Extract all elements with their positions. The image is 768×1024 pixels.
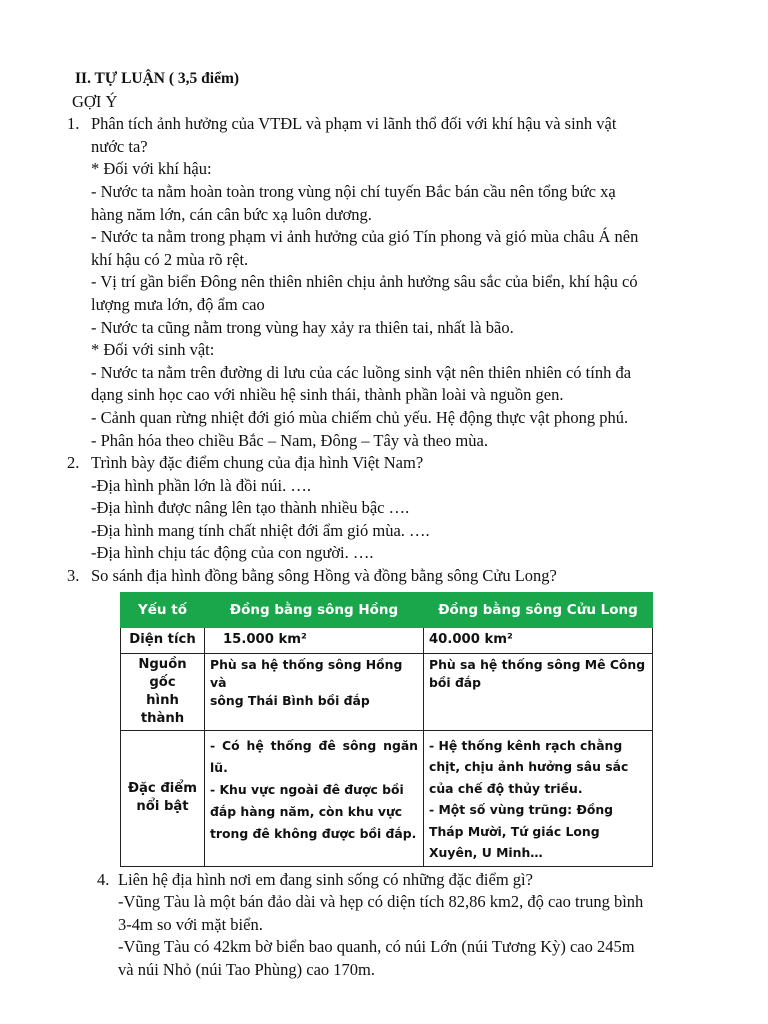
text-line: -Địa hình chịu tác động của con người. …. (91, 543, 374, 563)
header-red-river-delta: Đồng bằng sông Hồng (205, 592, 424, 627)
cell-text-line: chịt, chịu ảnh hưởng sâu sắc (429, 759, 629, 775)
question-number: 1. (67, 114, 80, 134)
section-heading: II. TỰ LUẬN ( 3,5 điểm) (75, 70, 240, 87)
table-row-features (121, 730, 653, 866)
text-line: lượng mưa lớn, độ ẩm cao (91, 294, 265, 314)
question-1 (0, 113, 768, 452)
hint-label: GỢI Ý (72, 91, 118, 111)
text-line: - Nước ta nằm trong phạm vi ảnh hưởng của gió Tín phong và gió mùa châu Á nên (91, 227, 639, 247)
origin-mekong: Phù sa hệ thống sông Mê Công bồi đắp (424, 653, 653, 730)
text-line: -Địa hình mang tính chất nhiệt đới ẩm gió mùa. …. (91, 520, 430, 540)
text-line: - Nước ta cũng nằm trong vùng hay xảy ra thiên tai, nhất là bão. (91, 317, 514, 337)
document-page (0, 68, 768, 982)
table-row-area (121, 627, 653, 653)
text-line: Phân tích ảnh hưởng của VTĐL và phạm vi lãnh thổ đối với khí hậu và sinh vật (91, 114, 617, 134)
text-line: - Vị trí gần biển Đông nên thiên nhiên chịu ảnh hưởng sâu sắc của biển, khí hậu có (91, 272, 638, 292)
text-line: nước ta? (91, 136, 148, 156)
cell-text-line: - Có hệ thống đê sông ngăn lũ. (210, 737, 418, 775)
factor-origin: Nguồn gốc hình thành (121, 653, 205, 730)
text-line: * Đối với sinh vật: (91, 340, 215, 360)
text-line: khí hậu có 2 mùa rõ rệt. (91, 249, 249, 269)
cell-text-line: của chế độ thủy triều. (429, 780, 583, 796)
text-line: và núi Nhỏ (núi Tao Phùng) cao 170m. (118, 960, 376, 980)
comparison-table (120, 592, 653, 867)
question-3 (0, 565, 768, 588)
question-number: 3. (67, 566, 80, 586)
question-1-text (91, 113, 708, 452)
cell-text-line: - Một số vùng trũng: Đồng (429, 802, 614, 818)
text-line: -Vũng Tàu là một bán đảo dài và hẹp có diện tích 82,86 km2, độ cao trung bình (118, 892, 644, 912)
header-factor: Yếu tố (121, 592, 205, 627)
text-line: -Địa hình phần lớn là đồi núi. …. (91, 475, 311, 495)
cell-text-line: - Khu vực ngoài đê được bồi (210, 781, 404, 797)
text-line: - Phân hóa theo chiều Bắc – Nam, Đông – Tây và theo mùa. (91, 430, 488, 450)
text-line: * Đối với khí hậu: (91, 159, 212, 179)
question-number: 2. (67, 453, 80, 473)
cell-text-line: trong đê không được bồi đắp. (210, 825, 417, 841)
question-3-text: So sánh địa hình đồng bằng sông Hồng và đồng bằng sông Cửu Long? (91, 566, 557, 586)
cell-text-line: Xuyên, U Minh… (429, 845, 543, 861)
table-header-row (121, 592, 653, 627)
question-4 (0, 869, 768, 982)
text-line: - Nước ta nằm trên đường di lưu của các luồng sinh vật nên thiên nhiên có tính đa (91, 362, 632, 382)
text-line: -Vũng Tàu có 42km bờ biển bao quanh, có núi Lớn (núi Tương Kỳ) cao 245m (118, 937, 635, 957)
features-red-river (205, 730, 424, 866)
origin-red-river: Phù sa hệ thống sông Hồng và sông Thái Bình bồi đắp (205, 653, 424, 730)
header-mekong-delta: Đồng bằng sông Cửu Long (424, 592, 653, 627)
cell-text-line: Tháp Mười, Tứ giác Long (429, 823, 600, 839)
area-red-river: 15.000 km² (205, 627, 424, 653)
features-mekong (424, 730, 653, 866)
question-2 (0, 452, 768, 565)
text-line: dạng sinh học cao với nhiều hệ sinh thái, thành phần loài và nguồn gen. (91, 385, 564, 405)
question-4-text (118, 869, 720, 982)
text-line: Trình bày đặc điểm chung của địa hình Việt Nam? (91, 453, 424, 473)
text-line: hàng năm lớn, cán cân bức xạ luôn dương. (91, 204, 372, 224)
question-number: 4. (97, 869, 110, 889)
question-2-text (91, 452, 708, 565)
table-row-origin (121, 653, 653, 730)
area-mekong: 40.000 km² (424, 627, 653, 653)
text-line: 3-4m so với mặt biển. (118, 914, 263, 934)
factor-area: Diện tích (121, 627, 205, 653)
text-line: - Cảnh quan rừng nhiệt đới gió mùa chiếm chủ yếu. Hệ động thực vật phong phú. (91, 407, 629, 427)
text-line: - Nước ta nằm hoàn toàn trong vùng nội chí tuyến Bắc bán cầu nên tổng bức xạ (91, 181, 616, 201)
factor-features: Đặc điểm nổi bật (121, 730, 205, 866)
cell-text-line: đắp hàng năm, còn khu vực (210, 803, 403, 819)
text-line: Liên hệ địa hình nơi em đang sinh sống có những đặc điểm gì? (118, 869, 533, 889)
cell-text-line: - Hệ thống kênh rạch chằng (429, 737, 623, 753)
text-line: -Địa hình được nâng lên tạo thành nhiều bậc …. (91, 498, 410, 518)
